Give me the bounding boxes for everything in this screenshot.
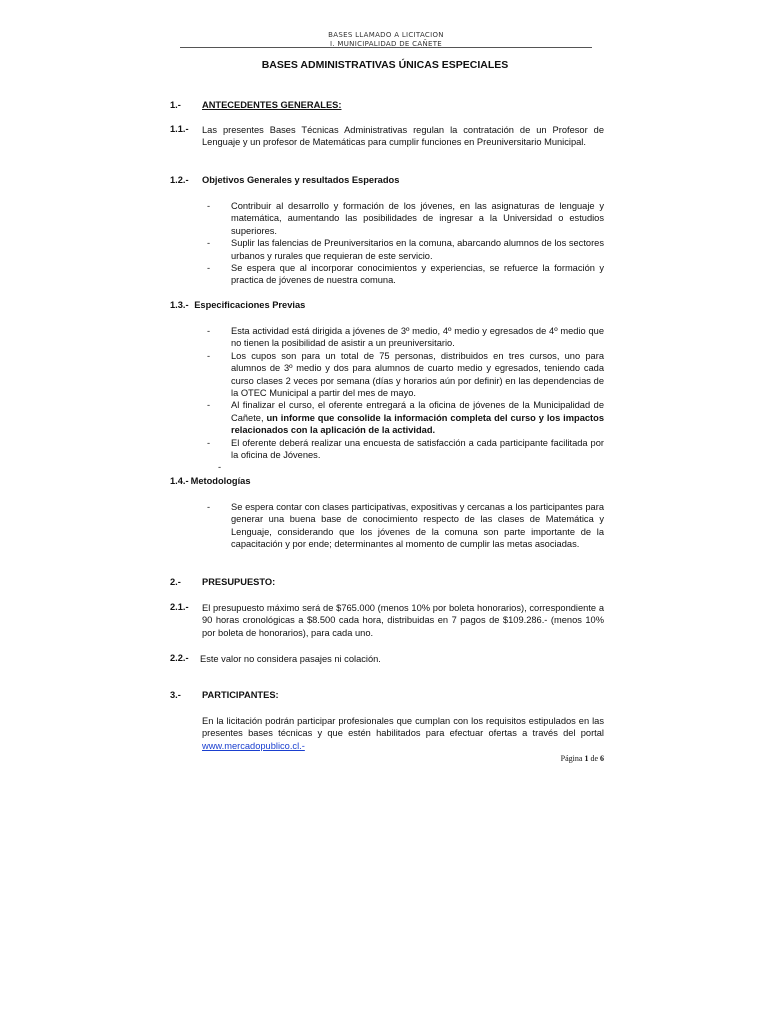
section-1-4-heading-row (170, 476, 251, 486)
running-header-title: BASES LLAMADO A LICITACION (328, 31, 444, 39)
section-1-3-heading-row (170, 300, 305, 310)
section-2-2-text: Este valor no considera pasajes ni colación. (200, 654, 381, 664)
list-item: - Suplir las falencias de Preuniversitarios en la comuna, abarcando alumnos de los sectores urbanos y rurales que requieran de este servicio. (231, 237, 604, 262)
running-header-municipality: I. MUNICIPALIDAD DE CAÑETE (330, 40, 442, 48)
section-1-2-number: 1.2.- (170, 175, 189, 185)
mercadopublico-link[interactable]: www.mercadopublico.cl.- (202, 740, 305, 751)
document-title: BASES ADMINISTRATIVAS ÚNICAS ESPECIALES (261, 59, 509, 71)
page-label: Página (560, 754, 583, 763)
list-item: - Contribuir al desarrollo y formación de los jóvenes, en las asignaturas de lenguaje y matemática, aumentando las posibilidades de ingresar a la Universidad o estudios superiores. (231, 200, 604, 237)
item-emphasis: un informe que consolide la información completa del curso y los impactos relacionados con la aplicación de la actividad. (231, 412, 604, 436)
section-3-number: 3.- (170, 690, 181, 700)
page-current: 1 (584, 754, 589, 763)
section-1-4-number: 1.4.- (170, 476, 189, 486)
section-2-2-number: 2.2.- (170, 653, 189, 663)
item-text: Al finalizar el curso, el oferente entregará a la oficina de jóvenes de la Municipalidad de Cañete, (231, 400, 604, 423)
section-1-4-heading: Metodologías (190, 476, 251, 486)
section-1-3-number: 1.3.- (170, 300, 189, 310)
page-number (561, 754, 604, 763)
section-2-1-text: El presupuesto máximo será de $765.000 (menos 10% por boleta honorarios), correspondiente a 90 horas cronológicas a $8.500 cada hora, distribuidas en 7 pagos de $109.286.- (menos 10% por boleta de honorarios), para cada uno. (202, 603, 604, 638)
stray-dash: - (218, 462, 222, 472)
list-item: - El oferente deberá realizar una encuesta de satisfacción a cada participante facilitada por la oficina de Jóvenes. (231, 437, 604, 462)
page-total: 6 (600, 754, 604, 763)
list-item: - Los cupos son para un total de 75 personas, distribuidos en tres cursos, uno para alumnos de 3º medio y dos para alumnos de cuarto medio y egresados, teniendo cada curso clases 2 veces por semana (días y horarios aún por definir) en las dependencias de la OTEC Municipal a partir del mes de mayo. (231, 350, 604, 400)
page-separator: de (590, 754, 598, 763)
section-1-2-heading: Objetivos Generales y resultados Esperados (202, 175, 400, 185)
section-1-1-number: 1.1.- (170, 124, 189, 134)
list-item: - Se espera que al incorporar conocimientos y experiencias, se refuerce la formación y practica de jóvenes de nuestra comuna. (231, 262, 604, 287)
section-2-1-number: 2.1.- (170, 602, 189, 612)
objectives-list (231, 200, 604, 287)
methodology-list (231, 501, 604, 551)
section-2-heading: PRESUPUESTO: (202, 577, 276, 587)
list-item: - Esta actividad está dirigida a jóvenes de 3º medio, 4º medio y egresados de 4º medio que no tienen la posibilidad de asistir a un preuniversitario. (231, 325, 604, 350)
section-2-number: 2.- (170, 577, 181, 587)
section-1-number: 1.- (170, 100, 181, 110)
section-3-heading: PARTICIPANTES: (202, 690, 279, 700)
list-item: - Se espera contar con clases participativas, expositivas y cercanas a los participantes para generar una buena base de conocimiento respecto de las clases de Matemática y Lenguaje, considerando que los jóvenes de la comuna son parte importante de la capacitación y por ende; determinantes al momento de cumplir las metas asociadas. (231, 501, 604, 551)
section-1-heading: ANTECEDENTES GENERALES: (202, 100, 342, 110)
section-3-body: En la licitación podrán participar profesionales que cumplan con los requisitos estipulados en las presentes bases técnicas y que estén habilitados para efectuar ofertas a través del portal (202, 716, 604, 739)
header-divider (180, 47, 592, 48)
section-1-3-heading: Especificaciones Previas (194, 300, 306, 310)
section-1-1-text: Las presentes Bases Técnicas Administrativas regulan la contratación de un Profesor de Lenguaje y un profesor de Matemáticas para cumplir funciones en Preuniversitario Municipal. (202, 125, 604, 148)
list-item (231, 399, 604, 436)
section-3-text (202, 715, 604, 752)
specifications-list (231, 325, 604, 461)
